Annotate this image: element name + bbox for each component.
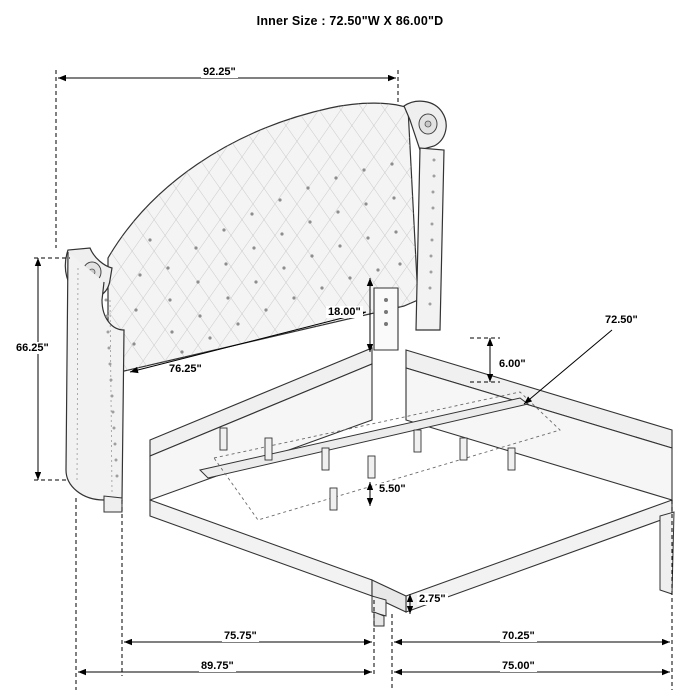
dim-label-bottom-left-inner: 75.75" <box>224 630 257 642</box>
dim-label-bottom-right-outer: 75.00" <box>502 660 535 672</box>
dim-label-slat-clearance: 5.50" <box>379 483 406 495</box>
dim-label-inner-width: 72.50" <box>605 314 638 326</box>
leader-72-50 <box>524 330 612 404</box>
page-title: Inner Size : 72.50"W X 86.00"D <box>256 14 444 28</box>
dim-label-headboard-width: 76.25" <box>169 363 202 375</box>
dim-label-rail-height: 6.00" <box>499 358 526 370</box>
headboard-bracket <box>374 288 398 350</box>
dim-label-foot-clearance: 2.75" <box>419 593 446 605</box>
dim-label-drop: 18.00" <box>328 306 361 318</box>
dim-label-overall-width: 92.25" <box>203 66 236 78</box>
dim-label-bottom-right-inner: 70.25" <box>502 630 535 642</box>
foot-rail-left <box>150 500 372 596</box>
dim-label-bottom-left-outer: 89.75" <box>201 660 234 672</box>
leg-left-head <box>104 496 122 512</box>
dim-label-overall-height: 66.25" <box>16 342 49 354</box>
bed-illustration <box>65 101 674 626</box>
